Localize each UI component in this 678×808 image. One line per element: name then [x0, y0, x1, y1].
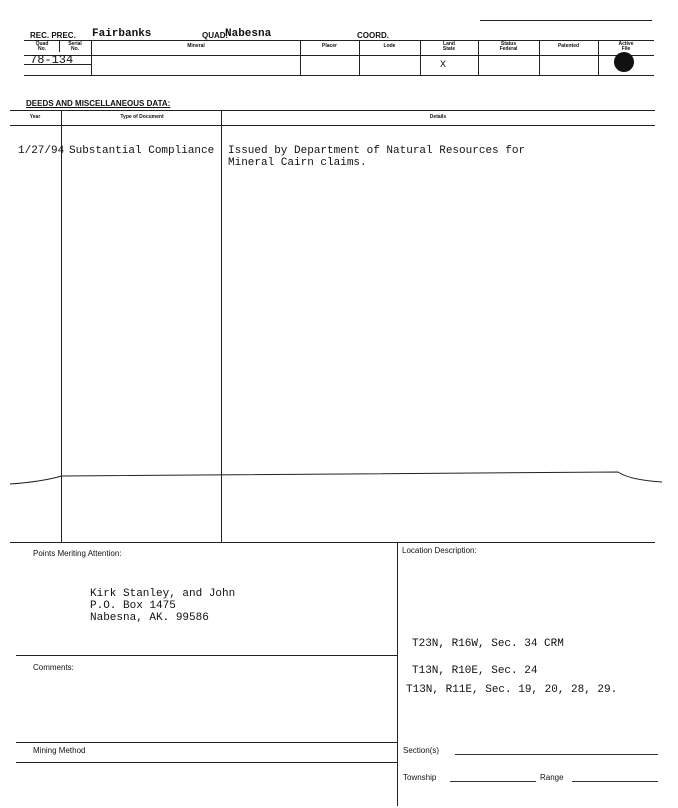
fold-line	[0, 462, 678, 492]
coord-label: COORD.	[357, 31, 389, 40]
deeds-table-top	[10, 110, 655, 111]
quad-value: Nabesna	[225, 28, 272, 40]
mining-method-label: Mining Method	[33, 746, 86, 755]
township-fill-line	[450, 781, 536, 782]
range-label: Range	[540, 773, 564, 782]
col-status-federal: Status Federal	[499, 41, 518, 52]
section-fill-line	[455, 754, 658, 755]
quad-serial-value: 78-134	[30, 53, 74, 67]
col-patented: Patented	[557, 43, 580, 49]
township-label: Township	[403, 773, 437, 782]
header-table-bottom	[24, 75, 654, 76]
deeds-col-year: Year	[29, 114, 41, 120]
points-text: Kirk Stanley, and John P.O. Box 1475 Nabesna, AK. 99586	[90, 588, 236, 624]
location-line-2: T13N, R10E, Sec. 24	[412, 665, 538, 677]
col-mineral: Mineral	[187, 43, 205, 49]
mining-bottom-rule	[16, 762, 397, 763]
col-quad-no: Quad No.	[35, 41, 49, 52]
top-rule	[480, 20, 652, 21]
range-fill-line	[572, 781, 658, 782]
deeds-col-head-bottom	[10, 125, 655, 126]
location-line-3: T13N, R11E, Sec. 19, 20, 28, 29.	[406, 684, 618, 696]
col-placer: Placer	[321, 43, 337, 49]
quad-serial-underline	[24, 64, 92, 65]
mining-top-rule	[16, 742, 397, 743]
bottom-vline	[397, 542, 398, 806]
active-file-dot	[614, 52, 634, 72]
location-line-1: T23N, R16W, Sec. 34 CRM	[412, 638, 564, 650]
rec-prec-value: Fairbanks	[92, 28, 152, 40]
deed-entry-details: Issued by Department of Natural Resources for Mineral Cairn claims.	[228, 145, 526, 169]
quad-label: QUAD.	[202, 31, 228, 40]
rec-prec-label: REC. PREC.	[30, 31, 76, 40]
col-lode: Lode	[383, 43, 396, 49]
header-col-head-bottom	[24, 55, 654, 56]
deeds-col-details: Details	[429, 114, 447, 120]
comments-top-rule	[16, 655, 397, 656]
section-label: Section(s)	[403, 746, 440, 755]
deeds-col-type: Type of Document	[120, 114, 164, 120]
header-table-top	[24, 40, 654, 41]
deed-entry-type: Substantial Compliance	[69, 145, 215, 157]
location-label: Location Description:	[402, 546, 477, 555]
col-land-state: Land State	[442, 41, 456, 52]
col-active-file: Active File	[618, 41, 634, 52]
comments-label: Comments:	[33, 663, 74, 672]
deeds-table-bottom	[10, 542, 655, 543]
points-label: Points Meriting Attention:	[33, 549, 122, 558]
col-serial-no: Serial No.	[68, 41, 82, 52]
deed-entry-year: 1/27/94	[18, 145, 65, 157]
land-state-mark: X	[440, 60, 447, 71]
deeds-section-title: DEEDS AND MISCELLANEOUS DATA:	[26, 99, 171, 108]
